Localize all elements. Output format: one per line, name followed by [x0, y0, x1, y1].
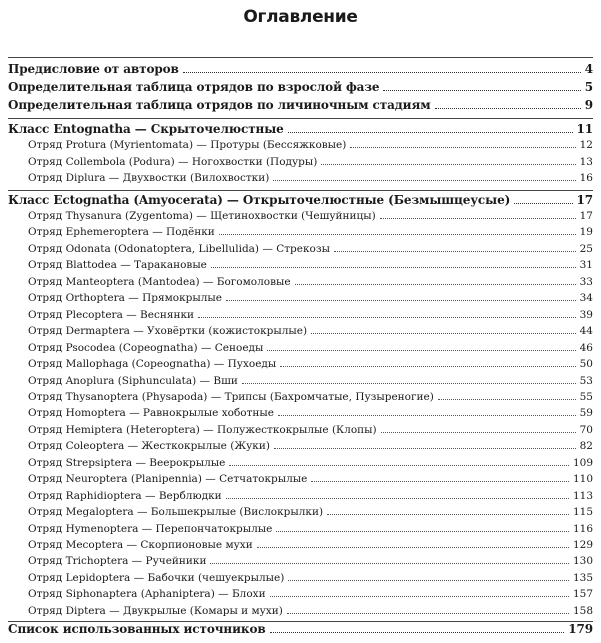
toc-entry-text: Отряд Strepsiptera — Веерокрылые — [28, 456, 226, 469]
toc-entry-page: 17 — [576, 193, 593, 207]
toc-entry-order[interactable] — [28, 172, 593, 184]
toc-entry-text: Отряд Odonata (Odonatoptera, Libellulida) — Стрекозы — [28, 242, 330, 255]
toc-entry-text: Класс Entognatha — Скрыточелюстные — [8, 122, 284, 136]
leader-dots — [242, 383, 576, 384]
leader-dots — [278, 415, 576, 416]
toc-entry-page: 46 — [579, 341, 593, 354]
toc-entry-bibliography[interactable] — [8, 622, 593, 636]
toc-entry-page: 158 — [572, 604, 593, 617]
leader-dots — [276, 531, 569, 532]
toc-entry-order[interactable] — [28, 342, 593, 354]
toc-entry-text: Отряд Mallophaga (Copeognatha) — Пухоеды — [28, 358, 277, 371]
toc-entry-text: Отряд Coleoptera — Жесткокрылые (Жуки) — [28, 440, 270, 453]
toc-entry-page: 39 — [579, 308, 593, 321]
toc-entry-text: Список использованных источников — [8, 622, 266, 636]
leader-dots — [311, 333, 576, 334]
leader-dots — [210, 563, 568, 564]
toc-entry-text: Отряд Anoplura (Siphunculata) — Вши — [28, 374, 238, 387]
toc-entry-page: 113 — [572, 489, 593, 502]
leader-dots — [219, 234, 576, 235]
toc-entry-page: 50 — [579, 358, 593, 371]
toc-entry-page: 34 — [579, 292, 593, 305]
toc-entry-text: Предисловие от авторов — [8, 62, 179, 76]
leader-dots — [226, 498, 569, 499]
toc-entry-page: 33 — [579, 275, 593, 288]
toc-entry-text: Отряд Neuroptera (Planipennia) — Сетчатокрылые — [28, 473, 308, 486]
toc-entry-order[interactable] — [28, 572, 593, 584]
leader-dots — [435, 108, 581, 109]
toc-entry-page: 25 — [579, 242, 593, 255]
toc-entry-order[interactable] — [28, 358, 593, 370]
toc-entry-text: Отряд Collembola (Podura) — Ногохвостки (Подуры) — [28, 155, 318, 168]
toc-entry-page: 19 — [579, 226, 593, 239]
leader-dots — [383, 90, 580, 91]
toc-entry-order[interactable] — [28, 226, 593, 238]
toc-entry-order[interactable] — [28, 490, 593, 502]
toc-entry-page: 5 — [584, 80, 593, 94]
leader-dots — [327, 514, 569, 515]
toc-entry-order[interactable] — [28, 139, 593, 151]
toc-entry-order[interactable] — [28, 424, 593, 436]
toc-entry-page: 44 — [579, 325, 593, 338]
toc-entry-text: Отряд Trichoptera — Ручейники — [28, 555, 207, 568]
toc-entry-order[interactable] — [28, 325, 593, 337]
leader-dots — [288, 132, 573, 133]
toc-entry-text: Отряд Blattodea — Таракановые — [28, 259, 207, 272]
toc-entry-order[interactable] — [28, 391, 593, 403]
toc-entry-order[interactable] — [28, 259, 593, 271]
toc-entry-page: 53 — [579, 374, 593, 387]
toc-entry-text: Отряд Mecoptera — Скорпионовые мухи — [28, 539, 253, 551]
toc-entry-page: 16 — [579, 172, 593, 184]
top-divider — [8, 57, 593, 58]
toc-entry-order[interactable] — [28, 555, 593, 567]
toc-entry-text: Класс Ectognatha (Amyocerata) — Открыточелюстные (Безмышцеусые) — [8, 193, 511, 207]
toc-entry-page: 130 — [572, 555, 593, 568]
toc-entry-preface[interactable] — [8, 62, 593, 76]
toc-entry-order[interactable] — [28, 292, 593, 304]
leader-dots — [270, 632, 565, 633]
toc-entry-adult-key[interactable] — [8, 80, 593, 94]
toc-entry-page: 129 — [572, 539, 593, 551]
toc-entry-text: Отряд Ephemeroptera — Подёнки — [28, 226, 215, 239]
toc-entry-larval-key[interactable] — [8, 98, 593, 112]
toc-entry-text: Отряд Hymenoptera — Перепончатокрылые — [28, 522, 273, 535]
leader-dots — [380, 218, 576, 219]
toc-entry-page: 82 — [579, 440, 593, 453]
toc-entry-text: Отряд Raphidioptera — Верблюдки — [28, 489, 222, 502]
toc-entry-page: 17 — [579, 210, 593, 222]
leader-dots — [257, 547, 569, 548]
toc-entry-text: Отряд Thysanura (Zygentoma) — Щетинохвостки (Чешуйницы) — [28, 210, 376, 222]
toc-entry-class-ectognatha[interactable] — [8, 193, 593, 207]
toc-entry-page: 9 — [584, 98, 593, 112]
leader-dots — [183, 72, 581, 73]
toc-entry-page: 70 — [579, 423, 593, 436]
toc-entry-page: 157 — [572, 588, 593, 601]
toc-entry-page: 179 — [568, 622, 593, 636]
toc-entry-page: 59 — [579, 407, 593, 420]
toc-entry-order[interactable] — [28, 309, 593, 321]
toc-entry-page: 116 — [572, 522, 593, 535]
toc-entry-order[interactable] — [28, 375, 593, 387]
leader-dots — [229, 465, 569, 466]
toc-entry-page: 135 — [572, 571, 593, 584]
leader-dots — [311, 481, 569, 482]
leader-dots — [514, 203, 572, 204]
toc-entry-text: Определительная таблица отрядов по личиночным стадиям — [8, 98, 431, 112]
toc-entry-text: Отряд Diptera — Двукрылые (Комары и мухи) — [28, 604, 283, 617]
toc-entry-text: Отряд Manteoptera (Mantodea) — Богомоловые — [28, 275, 291, 288]
leader-dots — [267, 350, 575, 351]
toc-entry-order[interactable] — [28, 156, 593, 168]
toc-entry-text: Отряд Diplura — Двухвостки (Вилохвостки) — [28, 172, 270, 184]
leader-dots — [198, 317, 576, 318]
toc-entry-text: Отряд Dermaptera — Уховёртки (кожистокрылые) — [28, 325, 308, 338]
toc-entry-order[interactable] — [28, 506, 593, 518]
toc-entry-text: Отряд Protura (Myrientomata) — Протуры (Бессяжковые) — [28, 139, 347, 151]
toc-entry-text: Отряд Siphonaptera (Aphaniptera) — Блохи — [28, 588, 266, 601]
toc-entry-page: 4 — [584, 62, 593, 76]
page-title: Оглавление — [243, 7, 358, 27]
section-divider — [8, 190, 593, 191]
leader-dots — [270, 596, 569, 597]
toc-entry-text: Отряд Hemiptera (Heteroptera) — Полужесткокрылые (Клопы) — [28, 423, 377, 436]
leader-dots — [211, 267, 576, 268]
toc-entry-text: Отряд Psocodea (Copeognatha) — Сеноеды — [28, 341, 264, 354]
leader-dots — [438, 399, 576, 400]
toc-entry-text: Отряд Orthoptera — Прямокрылые — [28, 292, 222, 305]
leader-dots — [288, 580, 569, 581]
toc-entry-text: Отряд Homoptera — Равнокрылые хоботные — [28, 407, 274, 420]
leader-dots — [381, 432, 576, 433]
toc-entry-page: 109 — [572, 456, 593, 469]
toc-entry-order[interactable] — [28, 539, 593, 551]
toc-entry-order[interactable] — [28, 440, 593, 452]
toc-entry-order[interactable] — [28, 407, 593, 419]
toc-entry-order[interactable] — [28, 605, 593, 617]
leader-dots — [273, 180, 575, 181]
toc-entry-page: 115 — [572, 506, 593, 519]
toc-entry-order[interactable] — [28, 210, 593, 222]
toc-entry-text: Отряд Lepidoptera — Бабочки (чешуекрылые) — [28, 571, 285, 584]
leader-dots — [280, 366, 575, 367]
leader-dots — [321, 164, 575, 165]
toc-entry-order[interactable] — [28, 523, 593, 535]
leader-dots — [274, 448, 576, 449]
toc-entry-text: Определительная таблица отрядов по взрослой фазе — [8, 80, 380, 94]
leader-dots — [350, 147, 575, 148]
toc-entry-text: Отряд Megaloptera — Большекрылые (Вислокрылки) — [28, 506, 324, 519]
toc-entry-text: Отряд Thysanoptera (Physapoda) — Трипсы (Бахромчатые, Пузыреногие) — [28, 390, 434, 403]
toc-entry-page: 12 — [579, 139, 593, 151]
toc-entry-order[interactable] — [28, 276, 593, 288]
toc-entry-text: Отряд Plecoptera — Веснянки — [28, 308, 195, 321]
toc-entry-page: 13 — [579, 155, 593, 168]
toc-entry-page: 31 — [579, 259, 593, 272]
toc-entry-order[interactable] — [28, 457, 593, 469]
toc-entry-page: 55 — [579, 390, 593, 403]
leader-dots — [295, 284, 576, 285]
toc-entry-page: 110 — [572, 473, 593, 486]
section-divider — [8, 118, 593, 119]
leader-dots — [334, 251, 576, 252]
toc-entry-page: 11 — [576, 122, 593, 136]
toc-entry-order[interactable] — [28, 473, 593, 485]
toc-entry-class-entognatha[interactable] — [8, 122, 593, 136]
leader-dots — [226, 300, 576, 301]
leader-dots — [287, 613, 569, 614]
toc-entry-order[interactable] — [28, 588, 593, 600]
toc-entry-order[interactable] — [28, 243, 593, 255]
